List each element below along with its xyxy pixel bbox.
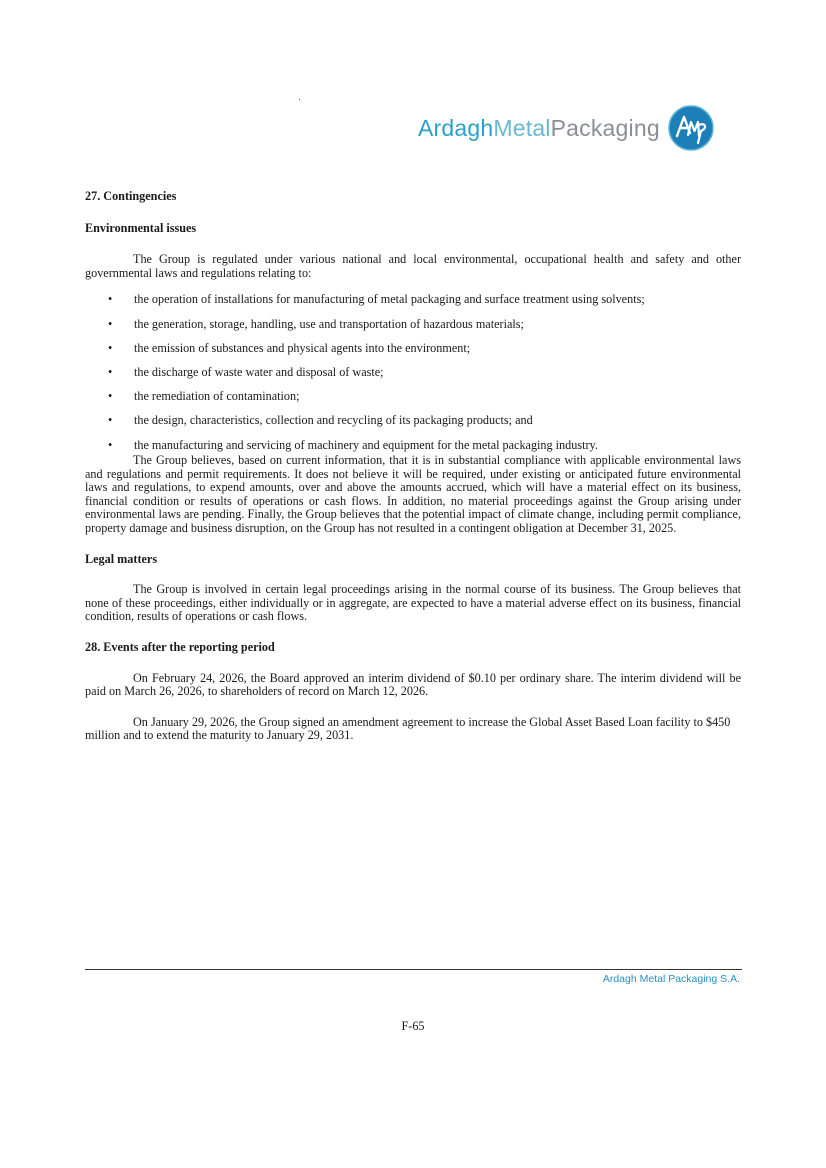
regulation-bullet-list bbox=[85, 293, 741, 452]
page-number: F-65 bbox=[401, 1019, 425, 1033]
environmental-intro-paragraph: The Group is regulated under various national and local environmental, occupational health and safety and other governmental laws and regulations relating to: bbox=[85, 252, 741, 280]
section-27-title: 27. Contingencies bbox=[85, 189, 177, 203]
list-item: • the generation, storage, handling, use and transportation of hazardous materials; bbox=[85, 318, 741, 332]
loan-facility-paragraph: On January 29, 2026, the Group signed an amendment agreement to increase the Global Asset Based Loan facility to $450 million and to extend the maturity to January 29, 2031. bbox=[85, 714, 731, 743]
stray-dot bbox=[299, 99, 300, 100]
logo-word-ardagh: Ardagh bbox=[418, 114, 494, 141]
legal-matters-heading: Legal matters bbox=[85, 551, 158, 566]
logo-word-metal: Metal bbox=[493, 114, 551, 141]
section-28-title: 28. Events after the reporting period bbox=[85, 640, 275, 655]
dividend-paragraph: On February 24, 2026, the Board approved an interim dividend of $0.10 per ordinary share. The interim dividend will be paid on March 26, 2026, to shareholders of record on March 12, 2026. bbox=[85, 670, 741, 699]
list-item: • the remediation of contamination; bbox=[85, 390, 741, 404]
document-body bbox=[85, 190, 741, 743]
list-item: • the design, characteristics, collection and recycling of its packaging products; and bbox=[85, 414, 741, 428]
list-item: • the operation of installations for manufacturing of metal packaging and surface treatment using solvents; bbox=[85, 293, 741, 307]
amp-logo-icon bbox=[668, 105, 714, 151]
footer-company-name: Ardagh Metal Packaging S.A. bbox=[602, 973, 740, 985]
legal-matters-paragraph: The Group is involved in certain legal proceedings arising in the normal course of its business. The Group believes that none of these proceedings, either individually or in aggregate, are expected to have a material adverse effect on its business, financial condition, results of operations or cash flows. bbox=[85, 582, 741, 624]
list-item: • the discharge of waste water and disposal of waste; bbox=[85, 366, 741, 380]
footer-divider bbox=[85, 969, 742, 970]
environmental-issues-heading: Environmental issues bbox=[85, 220, 197, 235]
logo-word-packaging: Packaging bbox=[550, 114, 660, 141]
environmental-compliance-paragraph: The Group believes, based on current information, that it is in substantial compliance with applicable environmental laws and regulations and permit requirements. It does not believe it will be required, under existing or anticipated future environmental laws and regulations, to expend amounts, over and above the amounts accrued, which will have a material effect on its business, financial condition or results of operations or cash flows. In addition, no material proceedings against the Group arising under environmental laws are pending. Finally, the Group believes that the potential impact of climate change, including permit compliance, property damage and business disruption, on the Group has not resulted in a contingent obligation at December 31, 2025. bbox=[85, 453, 741, 536]
logo-wordmark bbox=[418, 114, 660, 141]
list-item: • the emission of substances and physical agents into the environment; bbox=[85, 342, 741, 356]
list-item: • the manufacturing and servicing of machinery and equipment for the metal packaging industry. bbox=[85, 439, 741, 453]
company-logo bbox=[418, 103, 714, 153]
